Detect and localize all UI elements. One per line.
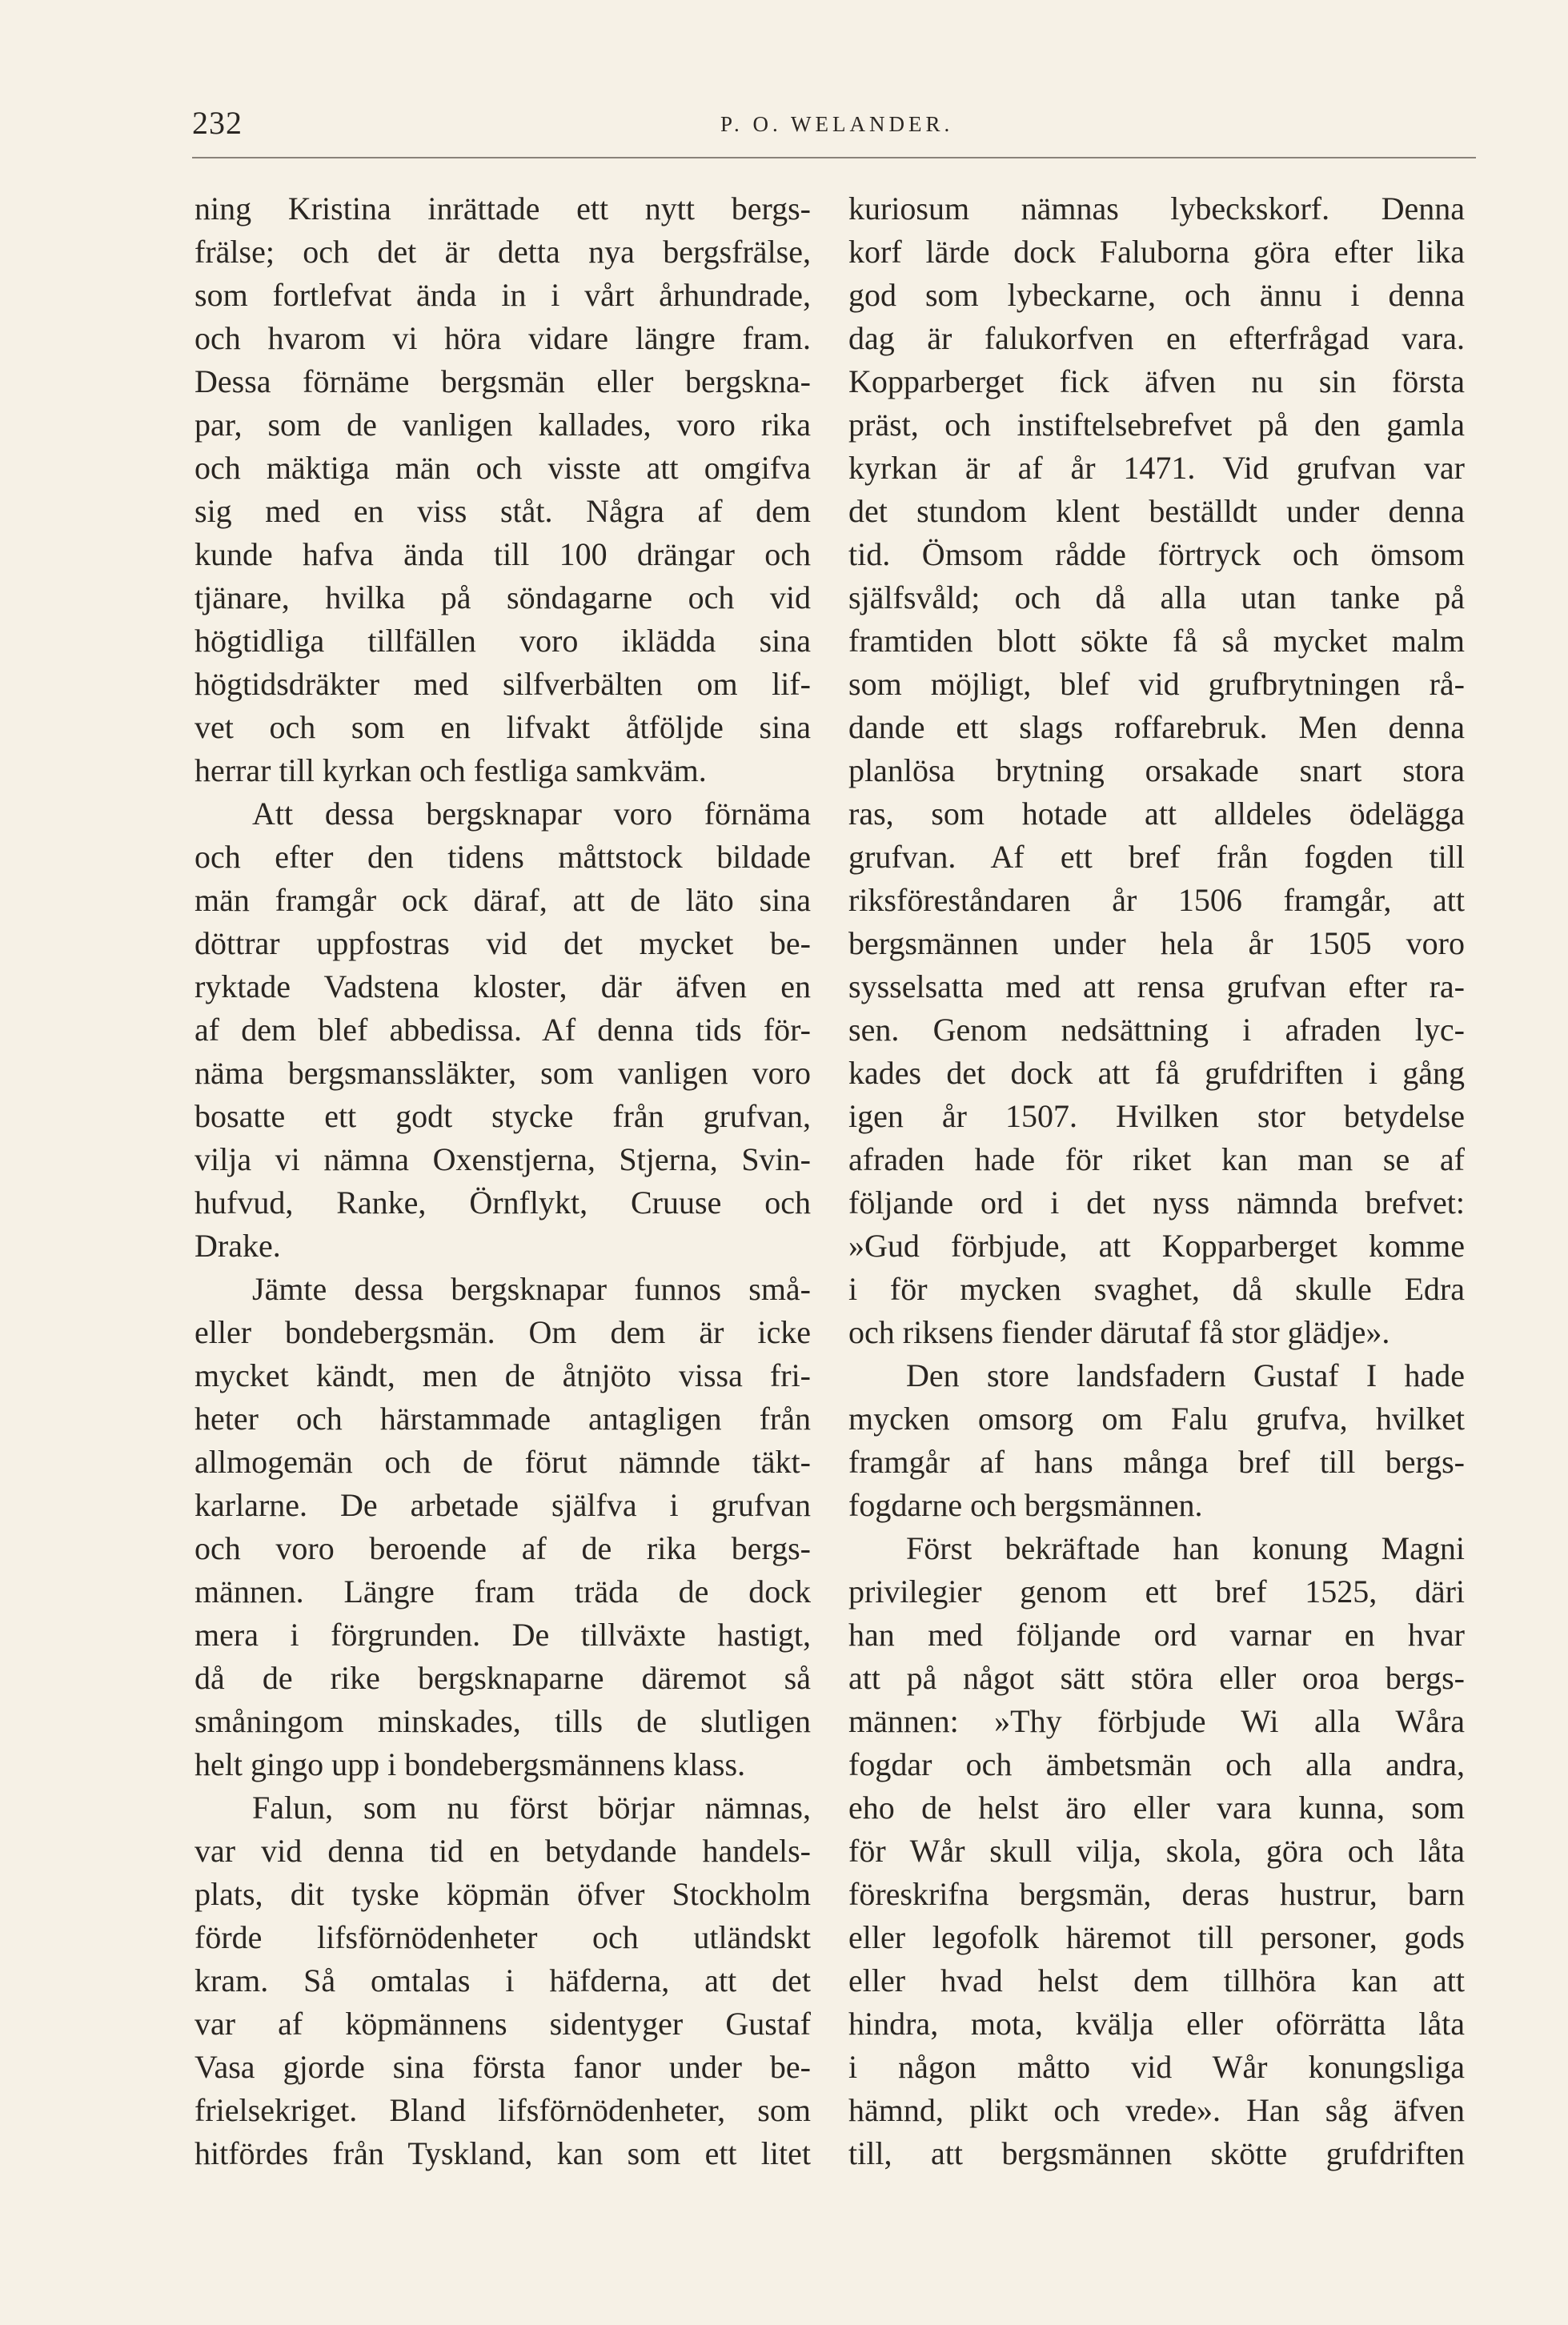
text-line: eller legofolk häremot till personer, gods — [848, 1919, 1465, 1955]
text-line: och mäktiga män och visste att omgifva — [194, 450, 811, 486]
running-head: P. O. WELANDER. — [720, 112, 954, 136]
page-header — [192, 104, 1473, 152]
text-line: småningom minskades, tills de slutligen — [194, 1703, 811, 1739]
text-line: och hvarom vi höra vidare längre fram. — [194, 320, 811, 356]
text-line: karlarne. De arbetade själfva i grufvan — [194, 1487, 811, 1523]
text-line: var vid denna tid en betydande handels- — [194, 1833, 811, 1869]
text-line: herrar till kyrkan och festliga samkväm. — [194, 752, 707, 788]
text-line: mycket kändt, men de åtnjöto vissa fri- — [194, 1357, 811, 1393]
text-line: och voro beroende af de rika bergs- — [194, 1530, 811, 1566]
text-line: plats, dit tyske köpmän öfver Stockholm — [194, 1876, 811, 1912]
text-line: »Gud förbjude, att Kopparberget komme — [848, 1228, 1465, 1264]
text-line: sysselsatta med att rensa grufvan efter ra- — [848, 968, 1465, 1004]
text-line: mycken omsorg om Falu grufva, hvilket — [848, 1401, 1465, 1437]
text-line: Först bekräftade han konung Magni — [906, 1530, 1465, 1566]
text-line: männen. Längre fram träda de dock — [194, 1573, 811, 1609]
text-line: kuriosum nämnas lybeckskorf. Denna — [848, 190, 1465, 226]
text-line: det stundom klent beställdt under denna — [848, 493, 1465, 529]
text-line: Vasa gjorde sina första fanor under be- — [194, 2049, 811, 2085]
header-rule — [192, 157, 1476, 158]
text-line: ras, som hotade att alldeles ödelägga — [848, 796, 1465, 832]
text-line: igen år 1507. Hvilken stor betydelse — [848, 1098, 1465, 1134]
text-line: sen. Genom nedsättning i afraden lyc- — [848, 1012, 1465, 1048]
text-line: dag är falukorfven en efterfrågad vara. — [848, 320, 1465, 356]
text-line: Den store landsfadern Gustaf I hade — [906, 1357, 1465, 1393]
text-line: och riksens fiender därutaf få stor glädje». — [848, 1314, 1390, 1350]
text-line: han med följande ord varnar en hvar — [848, 1617, 1465, 1653]
text-line: näma bergsmanssläkter, som vanligen voro — [194, 1055, 811, 1091]
text-line: män framgår ock däraf, att de läto sina — [194, 882, 811, 918]
text-line: själfsvåld; och då alla utan tanke på — [848, 579, 1465, 615]
text-line: helt gingo upp i bondebergsmännens klass. — [194, 1746, 746, 1782]
text-line: kades det dock att få grufdriften i gång — [848, 1055, 1465, 1091]
text-line: i någon måtto vid Wår konungsliga — [848, 2049, 1465, 2085]
text-line: kram. Så omtalas i häfderna, att det — [194, 1962, 811, 1998]
text-line: var af köpmännens sidentyger Gustaf — [194, 2006, 811, 2042]
text-line: allmogemän och de förut nämnde täkt- — [194, 1444, 811, 1480]
text-line: döttrar uppfostras vid det mycket be- — [194, 925, 811, 961]
text-line: framgår af hans många bref till bergs- — [848, 1444, 1465, 1480]
left-text-column — [194, 187, 811, 2175]
text-line: par, som de vanligen kallades, voro rika — [194, 407, 811, 443]
text-line: Falun, som nu först börjar nämnas, — [252, 1790, 811, 1826]
text-line: Att dessa bergsknapar voro förnäma — [252, 796, 811, 832]
text-line: hämnd, plikt och vrede». Han såg äfven — [848, 2092, 1465, 2128]
text-line: sig med en viss ståt. Några af dem — [194, 493, 811, 529]
text-line: fogdarne och bergsmännen. — [848, 1487, 1203, 1523]
text-line: frielsekriget. Bland lifsförnödenheter, som — [194, 2092, 811, 2128]
text-line: ryktade Vadstena kloster, där äfven en — [194, 968, 811, 1004]
text-line: planlösa brytning orsakade snart stora — [848, 752, 1465, 788]
text-line: tjänare, hvilka på söndagarne och vid — [194, 579, 811, 615]
text-line: männen: »Thy förbjude Wi alla Wåra — [848, 1703, 1465, 1739]
text-line: hindra, mota, kvälja eller oförrätta låta — [848, 2006, 1465, 2042]
text-line: privilegier genom ett bref 1525, däri — [848, 1573, 1465, 1609]
text-line: frälse; och det är detta nya bergsfrälse, — [194, 234, 811, 270]
text-line: riksföreståndaren år 1506 framgår, att — [848, 882, 1465, 918]
text-line: dande ett slags roffarebruk. Men denna — [848, 709, 1465, 745]
text-line: grufvan. Af ett bref från fogden till — [848, 839, 1465, 875]
text-line: Kopparberget fick äfven nu sin första — [848, 363, 1465, 399]
text-line: i för mycken svaghet, då skulle Edra — [848, 1271, 1465, 1307]
page-number: 232 — [192, 105, 243, 141]
text-line: och efter den tidens måttstock bildade — [194, 839, 811, 875]
text-line: högtidsdräkter med silfverbälten om lif- — [194, 666, 811, 702]
text-line: eller bondebergsmän. Om dem är icke — [194, 1314, 811, 1350]
text-line: tid. Ömsom rådde förtryck och ömsom — [848, 536, 1465, 572]
text-line: förde lifsförnödenheter och utländskt — [194, 1919, 811, 1955]
text-line: hufvud, Ranke, Örnflykt, Cruuse och — [194, 1185, 811, 1221]
text-line: framtiden blott sökte få så mycket malm — [848, 623, 1465, 659]
text-line: hitfördes från Tyskland, kan som ett litet — [194, 2135, 811, 2171]
text-line: bergsmännen under hela år 1505 voro — [848, 925, 1465, 961]
text-line: fogdar och ämbetsmän och alla andra, — [848, 1746, 1465, 1782]
text-line: bosatte ett godt stycke från grufvan, — [194, 1098, 811, 1134]
text-line: föreskrifna bergsmän, deras hustrur, barn — [848, 1876, 1465, 1912]
text-line: att på något sätt störa eller oroa bergs- — [848, 1660, 1465, 1696]
text-line: till, att bergsmännen skötte grufdriften — [848, 2135, 1465, 2171]
text-line: eho de helst äro eller vara kunna, som — [848, 1790, 1465, 1826]
text-line: korf lärde dock Faluborna göra efter lika — [848, 234, 1465, 270]
text-line: kyrkan är af år 1471. Vid grufvan var — [848, 450, 1465, 486]
text-line: kunde hafva ända till 100 drängar och — [194, 536, 811, 572]
text-line: då de rike bergsknaparne däremot så — [194, 1660, 811, 1696]
text-line: mera i förgrunden. De tillväxte hastigt, — [194, 1617, 811, 1653]
text-line: högtidliga tillfällen voro iklädda sina — [194, 623, 811, 659]
text-line: Jämte dessa bergsknapar funnos små- — [252, 1271, 811, 1307]
text-line: ning Kristina inrättade ett nytt bergs- — [194, 190, 811, 226]
text-line: som fortlefvat ända in i vårt århundrade, — [194, 277, 811, 313]
text-line: heter och härstammade antagligen från — [194, 1401, 811, 1437]
text-line: följande ord i det nyss nämnda brefvet: — [848, 1185, 1465, 1221]
text-line: god som lybeckarne, och ännu i denna — [848, 277, 1465, 313]
text-line: eller hvad helst dem tillhöra kan att — [848, 1962, 1465, 1998]
text-line: för Wår skull vilja, skola, göra och låta — [848, 1833, 1465, 1869]
text-line: Drake. — [194, 1228, 281, 1264]
text-line: präst, och instiftelsebrefvet på den gamla — [848, 407, 1465, 443]
text-line: vet och som en lifvakt åtföljde sina — [194, 709, 811, 745]
text-line: som möjligt, blef vid grufbrytningen rå- — [848, 666, 1465, 702]
text-line: afraden hade för riket kan man se af — [848, 1141, 1465, 1177]
text-line: vilja vi nämna Oxenstjerna, Stjerna, Svin- — [194, 1141, 811, 1177]
text-line: af dem blef abbedissa. Af denna tids för- — [194, 1012, 811, 1048]
right-text-column — [848, 187, 1465, 2175]
text-line: Dessa förnäme bergsmän eller bergskna- — [194, 363, 811, 399]
